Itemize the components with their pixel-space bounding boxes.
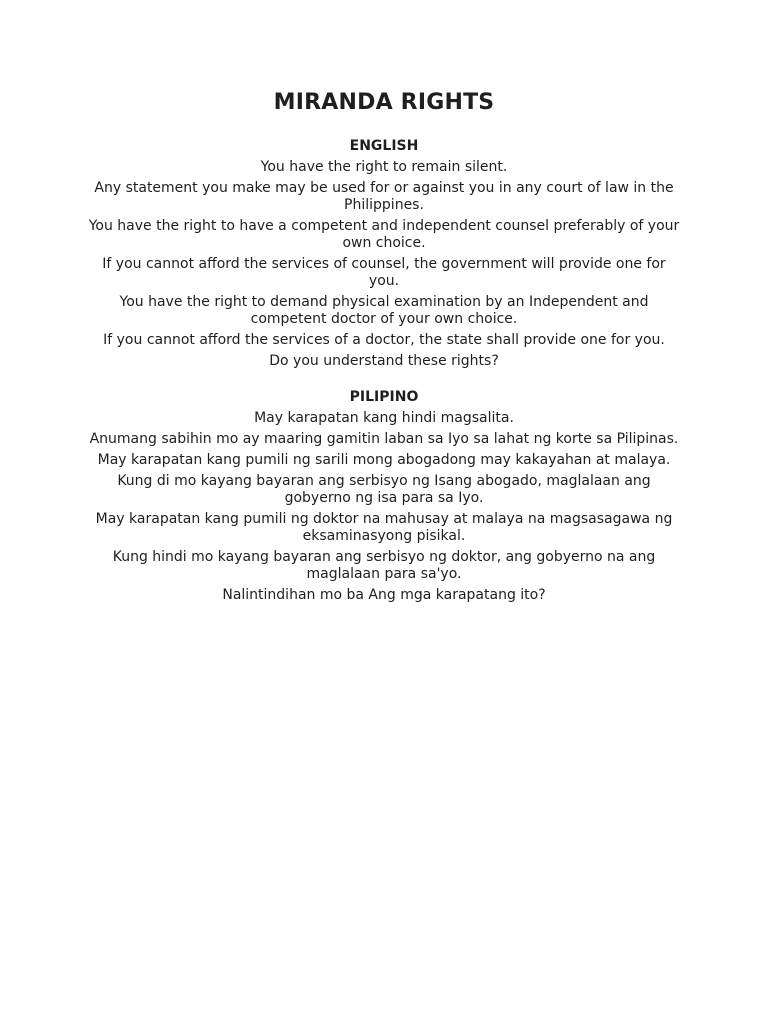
pilipino-line-6: Kung hindi mo kayang bayaran ang serbisyo ng doktor, ang gobyerno na ang maglalaan para sa'yo. bbox=[112, 549, 656, 582]
section-english bbox=[88, 137, 680, 370]
pilipino-line-7: Nalintindihan mo ba Ang mga karapatang ito? bbox=[222, 587, 546, 603]
page-title: MIRANDA RIGHTS bbox=[273, 90, 495, 115]
english-line-5: You have the right to demand physical examination by an Independent and competent doctor of your own choice. bbox=[119, 294, 649, 327]
english-line-7: Do you understand these rights? bbox=[269, 353, 499, 369]
english-line-6: If you cannot afford the services of a doctor, the state shall provide one for you. bbox=[103, 332, 665, 348]
section-heading-pilipino: PILIPINO bbox=[349, 389, 419, 405]
english-line-4: If you cannot afford the services of counsel, the government will provide one for you. bbox=[102, 256, 666, 289]
english-line-3: You have the right to have a competent and independent counsel preferably of your own choice. bbox=[88, 218, 680, 251]
english-line-2: Any statement you make may be used for or against you in any court of law in the Philippines. bbox=[94, 180, 674, 213]
section-heading-english: ENGLISH bbox=[349, 138, 419, 154]
pilipino-line-1: May karapatan kang hindi magsalita. bbox=[254, 410, 514, 426]
pilipino-line-2: Anumang sabihin mo ay maaring gamitin laban sa Iyo sa lahat ng korte sa Pilipinas. bbox=[89, 431, 679, 447]
english-line-1: You have the right to remain silent. bbox=[260, 159, 508, 175]
pilipino-line-5: May karapatan kang pumili ng doktor na mahusay at malaya na magsasagawa ng eksaminasyong pisikal. bbox=[95, 511, 673, 544]
pilipino-line-3: May karapatan kang pumili ng sarili mong abogadong may kakayahan at malaya. bbox=[97, 452, 671, 468]
document-page bbox=[88, 90, 680, 622]
pilipino-line-4: Kung di mo kayang bayaran ang serbisyo ng Isang abogado, maglalaan ang gobyerno ng isa para sa Iyo. bbox=[117, 473, 651, 506]
section-pilipino bbox=[88, 388, 680, 604]
